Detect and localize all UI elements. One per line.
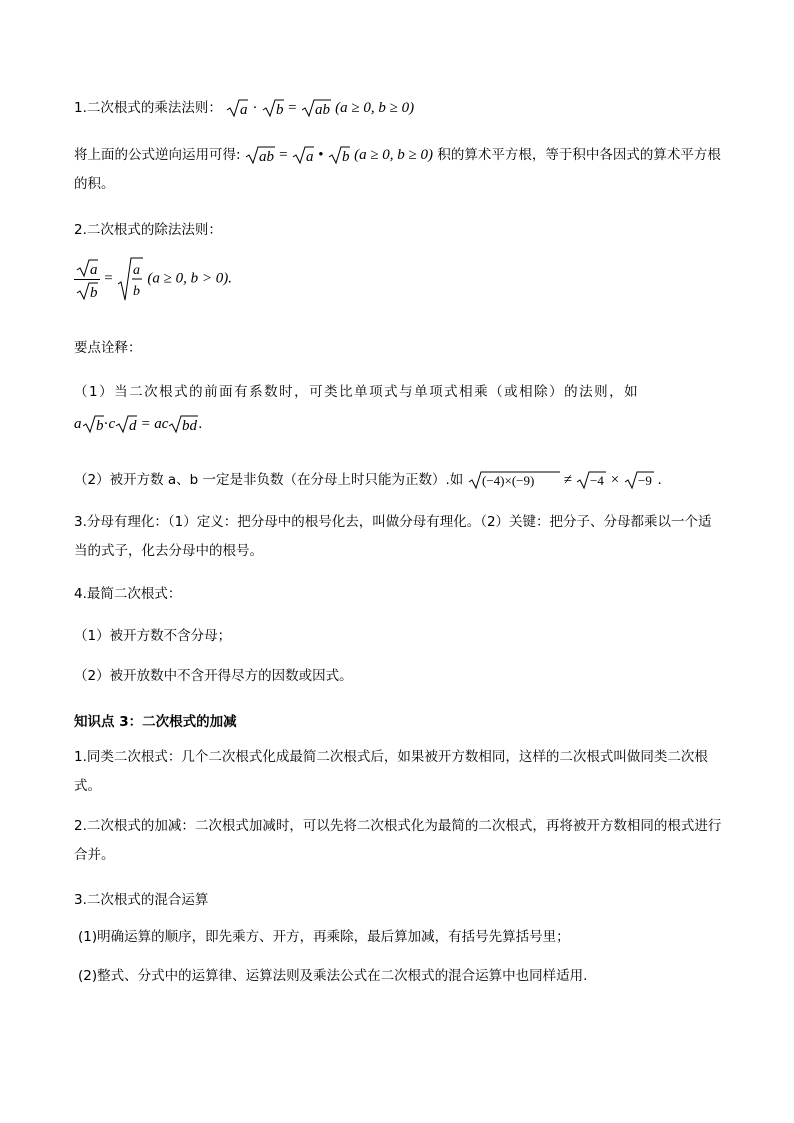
mixed-operations-title: 3.二次根式的混合运算 [74,892,209,908]
multiplication-condition: (a ≥ 0, b ≥ 0) [335,100,415,116]
sqrt-a [226,98,248,118]
svg-text:b: b [275,102,284,118]
sqrt-b [262,98,284,118]
sqrt-ab [245,145,275,165]
svg-text:(−4)×(−9): (−4)×(−9) [481,473,534,488]
multiplication-formula: a · b = ab (a ≥ 0, b ≥ 0) [226,100,414,116]
like-radicals-paragraph: 1.同类二次根式：几个二次根式化成最简二次根式后，如果被开方数相同，这样的二次根式叫做同类二次根式。 [74,749,708,794]
note-2-text: （2）被开方数 a、b 一定是非负数（在分母上时只能为正数）.如 [74,472,464,488]
svg-text:a: a [133,263,141,278]
svg-text:−9: −9 [637,473,652,488]
mixed-operations-item-1: (1)明确运算的顺序，即先乘方、开方，再乘除，最后算加减，有括号先算括号里； [78,929,570,945]
svg-text:b: b [90,284,98,301]
note-1-formula: a b ·c d = ac bd . [74,416,203,434]
division-rule-title: 2.二次根式的除法法则： [74,222,222,238]
sqrt-neg9 [624,470,654,490]
simplest-radical-title: 4.最简二次根式： [74,586,182,602]
svg-text:d: d [129,418,137,434]
simplest-radical-item-2: （2）被开放数中不含开得尽方的因数或因式。 [74,668,353,684]
sqrt-neg4-times-neg9 [468,470,560,490]
svg-text:bd: bd [182,418,198,434]
svg-text:a: a [240,102,248,118]
svg-text:a: a [90,261,98,278]
rationalization-paragraph: 3.分母有理化：（1）定义：把分母中的根号化去，叫做分母有理化。（2）关键：把分子、分母都乘以一个适当的式子，化去分母中的根号。 [74,514,712,559]
note-2-line: （2）被开方数 a、b 一定是非负数（在分母上时只能为正数）.如 (−4)×(−9) ≠ −4 × −9 . [74,472,662,488]
radical-addition-paragraph: 2.二次根式的加减：二次根式加减时，可以先将二次根式化为最简的二次根式，再将被开方数相同的根式进行合并。 [74,818,722,863]
simplest-radical-item-1: （1）被开方数不含分母； [74,628,232,644]
svg-text:ab: ab [258,149,274,165]
svg-text:b: b [95,418,103,434]
reverse-suffix: 积的算术平方根，等于积中各因式的算术平方根的积。 [74,147,721,192]
svg-text:ab: ab [314,102,330,118]
multiplication-rule-title: 1.二次根式的乘法法则： [74,100,222,116]
reverse-rule-paragraph: 将上面的公式逆向运用可得: ab = a • b (a ≥ 0, b ≥ 0) 积的算术平方根，等于积中各因式的算术平方根的积。 [74,147,721,192]
sqrt-a-over-b [117,256,143,302]
note-1-text: （1）当二次根式的前面有系数时，可类比单项式与单项式相乘（或相除）的法则，如 [74,384,640,400]
division-condition: (a ≥ 0, b > 0). [147,270,232,287]
multiplication-rule-line [74,96,414,118]
sqrt-a [292,145,314,165]
sqrt-ab [301,98,331,118]
sqrt-b [328,145,350,165]
fraction-sqrt-a-over-sqrt-b [74,258,100,301]
knowledge-point-3-heading: 知识点 3：二次根式的加减 [74,714,237,730]
mixed-operations-item-2: (2)整式、分式中的运算律、运算法则及乘法公式在二次根式的混合运算中也同样适用. [78,968,588,984]
svg-text:a: a [305,149,314,165]
svg-text:b: b [133,284,141,299]
reverse-condition: (a ≥ 0, b ≥ 0) [354,147,434,163]
svg-text:b: b [341,149,350,165]
notes-title: 要点诠释： [74,340,142,356]
division-formula: $\frac{a}{b}$ = a b (a ≥ 0, b > 0). [74,256,232,302]
reverse-prefix: 将上面的公式逆向运用可得: [74,147,241,163]
sqrt-neg4 [576,470,606,490]
svg-text:−4: −4 [590,473,605,488]
